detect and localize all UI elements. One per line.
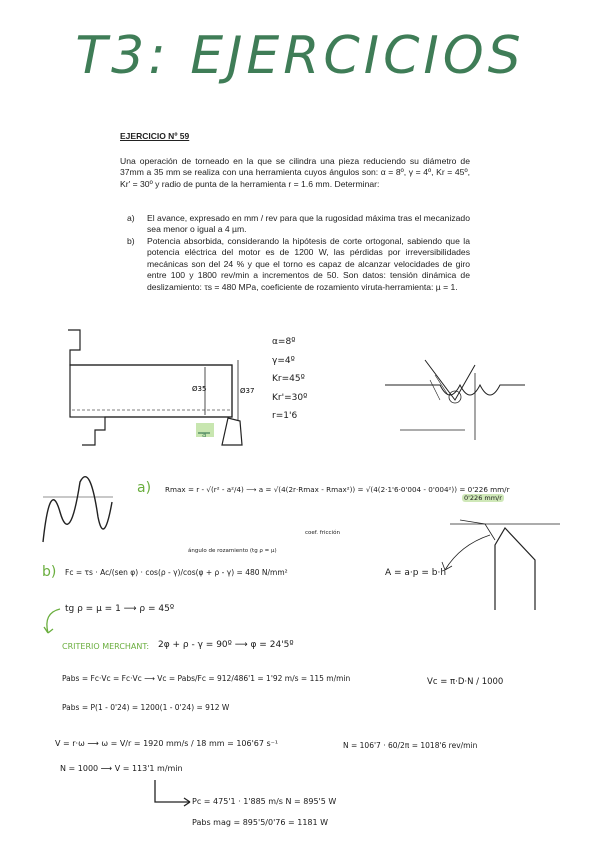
part-b-formula: Fc = τs · Ac/(sen φ) · cos(ρ - γ)/cos(φ + ρ - γ) = 480 N/mm²: [65, 568, 288, 577]
down-arrow-icon: [150, 778, 195, 808]
part-a-formula: Rmax = r - √(r² - a²/4) ⟶ a = √(4(2r·Rmax - Rmax²)) = √(4(2·1'6·0'004 - 0'004²)) = 0'226 mm/r: [165, 485, 510, 494]
workpiece-diagram: [60, 325, 255, 450]
omega-line: V = r·ω ⟶ ω = V/r = 1920 mm/s / 18 mm = 106'67 s⁻¹: [55, 739, 279, 748]
question-a-tag: a): [127, 213, 135, 223]
friction-coef-note: coef. fricción: [305, 530, 340, 536]
tool-outline: [222, 418, 242, 445]
orthogonal-cut-sketch: [440, 510, 565, 615]
question-b: [120, 236, 470, 293]
part-a-label: a): [137, 480, 152, 496]
n-choice: N = 1000 ⟶ V = 113'1 m/min: [60, 764, 183, 773]
part-a-result: 0'226 mm/r: [464, 494, 502, 502]
d-outer-label: Ø37: [240, 387, 255, 395]
question-b-text: Potencia absorbida, considerando la hipótesis de corte ortogonal, sabiendo que la potencia eléctrica del motor es de 1200 W, las pérdidas por irreversibilidades mecánicas son del 24 % y que el torno es capaz de alcanzar velocidades de giro entre 100 y 1800 rev/min a incrementos de 50. Son datos: tensión dinámica de deslizamiento: τs = 480 MPa, coeficiente de rozamiento viruta-herramienta: µ = 1.: [147, 236, 470, 292]
given-kr-prime: Kr'=30º: [272, 392, 308, 403]
given-gamma: γ=4º: [272, 355, 295, 366]
question-a: [120, 213, 470, 236]
question-b-tag: b): [127, 236, 135, 246]
area-formula: A = a·p = b·h: [385, 568, 447, 578]
given-radius: r=1'6: [272, 411, 298, 421]
pabs-final: Pabs mag = 895'5/0'76 = 1181 W: [192, 818, 329, 827]
pabs-line: Pabs = P(1 - 0'24) = 1200(1 - 0'24) = 912 W: [62, 703, 230, 712]
roughness-sketch: [38, 472, 118, 552]
green-arrow-icon: [38, 605, 68, 640]
friction-angle-note: ángulo de rozamiento (tg ρ = µ): [188, 548, 277, 554]
page-title: [0, 18, 600, 88]
given-alpha: α=8º: [272, 337, 296, 347]
vc-formula: Vc = π·D·N / 1000: [427, 677, 504, 687]
d-inner-label: Ø35: [192, 385, 207, 393]
tan-rho-line: tg ρ = µ = 1 ⟶ ρ = 45º: [65, 604, 175, 614]
question-a-text: El avance, expresado en mm / rev para que la rugosidad máxima tras el mecanizado sea menor o igual a 4 µm.: [147, 213, 470, 235]
power-line: Pabs = Fc·Vc = Fc·Vc ⟶ Vc = Pabs/Fc = 912/486'1 = 1'92 m/s = 115 m/min: [62, 674, 351, 683]
merchant-label: CRITERIO MERCHANT:: [62, 642, 150, 651]
exercise-statement: Una operación de torneado en la que se cilindra una pieza reduciendo su diámetro de 37mm a 35 mm se realiza con una herramienta cuyos ángulos son: α = 8º, γ = 4º, Kr = 45º, Kr' = 30º y radio de punta de la herramienta r = 1.6 mm. Determinar:: [120, 156, 470, 189]
exercise-heading: EJERCICIO Nº 59: [120, 131, 190, 141]
n-line: N = 106'7 · 60/2π = 1018'6 rev/min: [343, 741, 478, 750]
feed-label: a: [202, 431, 207, 439]
title-text: T3: EJERCICIOS: [75, 26, 525, 86]
given-kr: Kr=45º: [272, 374, 305, 384]
tool-tip-sketch: [380, 345, 530, 445]
given-data: [272, 333, 307, 426]
pc-line: Pc = 475'1 · 1'885 m/s N = 895'5 W: [192, 797, 337, 806]
merchant-formula: 2φ + ρ - γ = 90º ⟶ φ = 24'5º: [158, 640, 294, 650]
part-b-label: b): [42, 564, 57, 580]
